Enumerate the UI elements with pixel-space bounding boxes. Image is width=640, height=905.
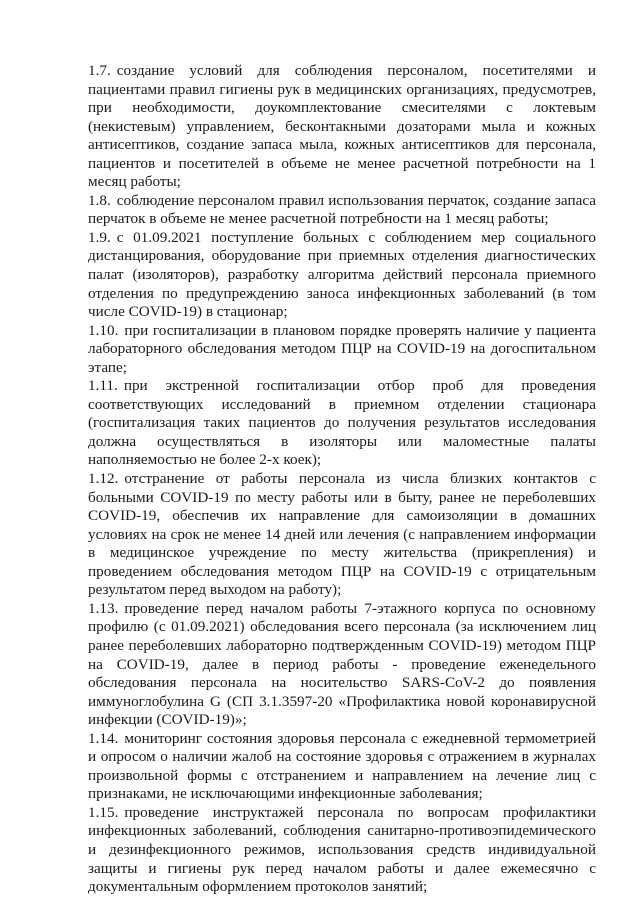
item-number: 1.12. [88,470,119,488]
item-text: при экстренной госпитализации отбор проб для проведения соответствующих исследований в приемном отделении стационара (госпитализация таких пациентов до получения результатов исследования должна осуществляться в изоляторы или маломестные палаты наполняемостью не более 2-х коек); [88,377,596,469]
item-text: отстранение от работы персонала из числа близких контактов с больными COVID-19 по месту работы или в быту, ранее не переболевших COVID-19, обеспечив их направление для самоизоляции в домашних условиях на срок не менее 14 дней или лечения (с направлением информации в медицинское учреждение по месту жительства (прикрепления) и проведением обследования методом ПЦР на COVID-19 с отрицательным результатом перед выходом на работу); [88,470,596,599]
item-number: 1.13. [88,599,119,617]
item-text: создание условий для соблюдения персоналом, посетителями и пациентами правил гигиены рук в медицинских организациях, предусмотрев, при необходимости, доукомплектование смесителями с локтевым (некистевым) управлением, бесконтакными дозаторами мыла и кожных антисептиков, создание запаса мыла, кожных антисептиков для персонала, пациентов и посетителей в объеме не менее расчетной потребности на 1 месяц работы; [88,62,596,191]
list-item-1-10 [88,322,596,378]
list-item-1-9 [88,229,596,322]
item-text: с 01.09.2021 поступление больных с соблюдением мер социального дистанцирования, оборудование при приемных отделения диагностических палат (изоляторов), разработку алгоритма действий персонала приемного отделения по предупреждению заноса инфекционных заболеваний (в том числе COVID-19) в стационар; [88,228,596,321]
list-item-1-8 [88,192,596,229]
list-item-1-13 [88,600,596,730]
item-number: 1.9. [88,228,111,246]
list-item-1-14 [88,730,596,804]
list-item-1-12 [88,470,596,600]
item-number: 1.10. [88,321,119,339]
item-text: при госпитализации в плановом порядке проверять наличие у пациента лабораторного обследования методом ПЦР на COVID-19 на догоспитальном этапе; [88,321,596,376]
list-item-1-7 [88,62,596,192]
item-text: соблюдение персоналом правил использования перчаток, создание запаса перчаток в объеме не менее расчетной потребности на 1 месяц работы; [88,191,596,228]
document-page [88,62,596,897]
item-number: 1.15. [88,803,119,821]
list-item-1-15 [88,804,596,897]
item-text: мониторинг состояния здоровья персонала с ежедневной термометрией и опросом о наличии жалоб на состояние здоровья с отражением в журналах произвольной формы с отстранением и направлением на лечение лиц с признаками, не исключающими инфекционные заболевания; [88,729,596,803]
item-number: 1.7. [88,62,111,79]
item-number: 1.14. [88,729,119,747]
item-number: 1.11. [88,377,118,395]
list-item-1-11 [88,377,596,470]
item-text: проведение перед началом работы 7-этажного корпуса по основному профилю (с 01.09.2021) обследования всего персонала (за исключением лиц ранее переболевших лабораторно подтвержденным COVID-19) методом ПЦР на COVID-19, далее в период работы - проведение еженедельного обследования персонала на носительство SARS-CoV-2 до появления иммуноглобулина G (СП 3.1.3597-20 «Профилактика новой коронавирусной инфекции (COVID-19)»; [88,599,596,729]
item-number: 1.8. [88,191,111,209]
item-text: проведение инструктажей персонала по вопросам профилактики инфекционных заболеваний, соблюдения санитарно-противоэпидемического и дезинфекционного режимов, использования средств индивидуальной защиты и гигиены рук перед началом работы и далее ежемесячно с документальным оформлением протоколов занятий; [88,803,596,896]
